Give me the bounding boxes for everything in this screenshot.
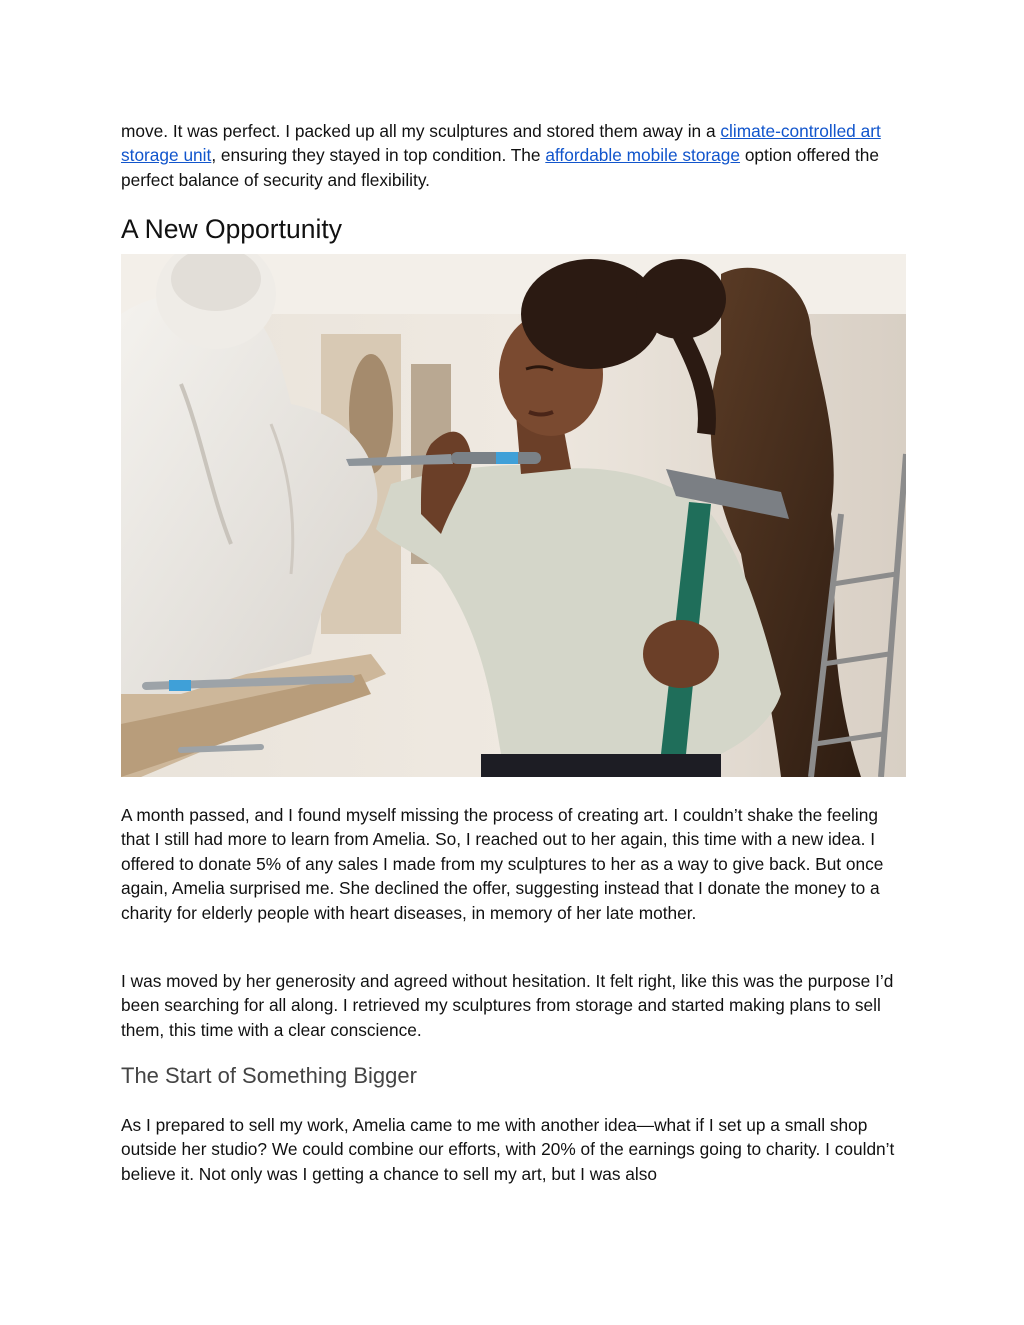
paragraph-intro-text-2: , ensuring they stayed in top condition. The	[211, 145, 546, 166]
paragraph-prepared: As I prepared to sell my work, Amelia came to me with another idea—what if I set up a small shop outside her studio? We could combine our efforts, with 20% of the earnings going to charity. I couldn’t believe it. Not only was I getting a chance to sell my art, but I was also	[121, 1115, 895, 1184]
subsection-heading: The Start of Something Bigger	[121, 1063, 417, 1088]
paragraph-intro-text-1: move. It was perfect. I packed up all my sculptures and stored them away in a	[121, 121, 721, 141]
affordable-mobile-storage-link[interactable]: affordable mobile storage	[545, 145, 741, 166]
sculptor-photo-icon	[121, 254, 906, 777]
paragraph-intro	[121, 119, 911, 192]
section-heading: A New Opportunity	[121, 214, 342, 244]
paragraph-month-passed: A month passed, and I found myself missing the process of creating art. I couldn’t shake the feeling that I still had more to learn from Amelia. So, I reached out to her again, this time with a new idea. I offered to donate 5% of any sales I made from my sculptures to her as a way to give back. But once again, Amelia surprised me. She declined the offer, suggesting instead that I donate the money to a charity for elderly people with heart diseases, in memory of her late mother.	[121, 805, 884, 923]
paragraph-intro-text-3: option offered the perfect balance of security and flexibility.	[121, 145, 880, 190]
sculptor-photo	[121, 254, 906, 777]
paragraph-moved: I was moved by her generosity and agreed without hesitation. It felt right, like this was the purpose I’d been searching for all along. I retrieved my sculptures from storage and started making plans to sell them, this time with a clear conscience.	[121, 971, 894, 1040]
climate-controlled-storage-link[interactable]: climate-controlled art storage unit	[121, 121, 881, 166]
